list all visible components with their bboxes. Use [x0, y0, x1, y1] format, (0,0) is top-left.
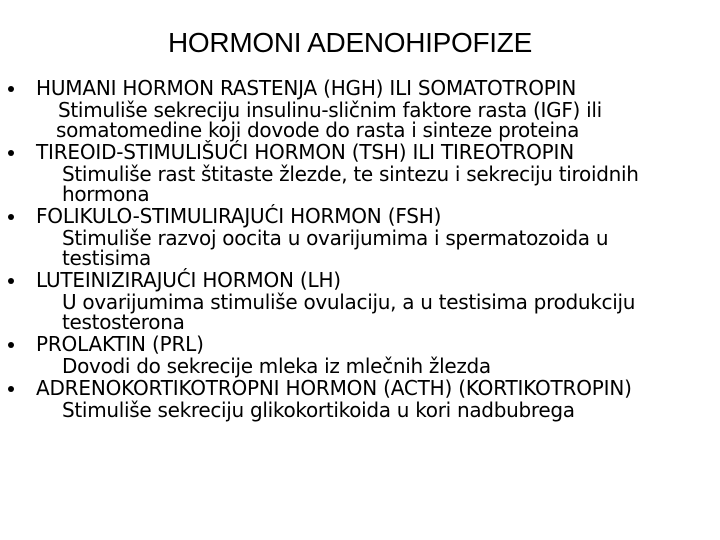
hormone-list — [0, 76, 720, 420]
hormone-heading: ADRENOKORTIKOTROPNI HORMON (ACTH) (KORTIKOTROPIN) — [36, 376, 632, 400]
hormone-description: Stimuliše razvoj oocita u ovarijumima i spermatozoida u testisima — [62, 226, 609, 270]
slide-title: HORMONI ADENOHIPOFIZE — [168, 27, 532, 58]
hormone-heading: FOLIKULO-STIMULIRAJUĆI HORMON (FSH) — [36, 204, 442, 228]
bullet-icon — [8, 278, 14, 284]
bullet-icon — [8, 214, 14, 220]
list-item-lh — [0, 268, 720, 332]
hormone-description: Dovodi do sekrecije mleka iz mlečnih žlezda — [62, 354, 491, 378]
bullet-icon — [8, 86, 14, 92]
list-item-acth — [0, 376, 720, 420]
hormone-description: Stimuliše sekreciju insulinu-sličnim faktore rasta (IGF) ili somatomedine koji dovode do rasta i sinteze proteina — [56, 98, 602, 142]
bullet-icon — [8, 342, 14, 348]
list-item-prl — [0, 332, 720, 376]
hormone-heading: HUMANI HORMON RASTENJA (HGH) ILI SOMATOTROPIN — [36, 76, 577, 100]
hormone-heading: PROLAKTIN (PRL) — [36, 332, 204, 356]
hormone-description: Stimuliše rast štitaste žlezde, te sintezu i sekreciju tiroidnih hormona — [62, 162, 639, 206]
hormone-heading: TIREOID-STIMULIŠUĆI HORMON (TSH) ILI TIREOTROPIN — [36, 140, 574, 164]
list-item-tsh — [0, 140, 720, 204]
hormone-heading: LUTEINIZIRAJUĆI HORMON (LH) — [36, 268, 341, 292]
hormone-description: U ovarijumima stimuliše ovulaciju, a u testisima produkciju testosterona — [62, 290, 636, 334]
bullet-icon — [8, 150, 14, 156]
hormone-description: Stimuliše sekreciju glikokortikoida u kori nadbubrega — [62, 398, 575, 422]
bullet-icon — [8, 386, 14, 392]
list-item-hgh — [0, 76, 720, 140]
list-item-fsh — [0, 204, 720, 268]
